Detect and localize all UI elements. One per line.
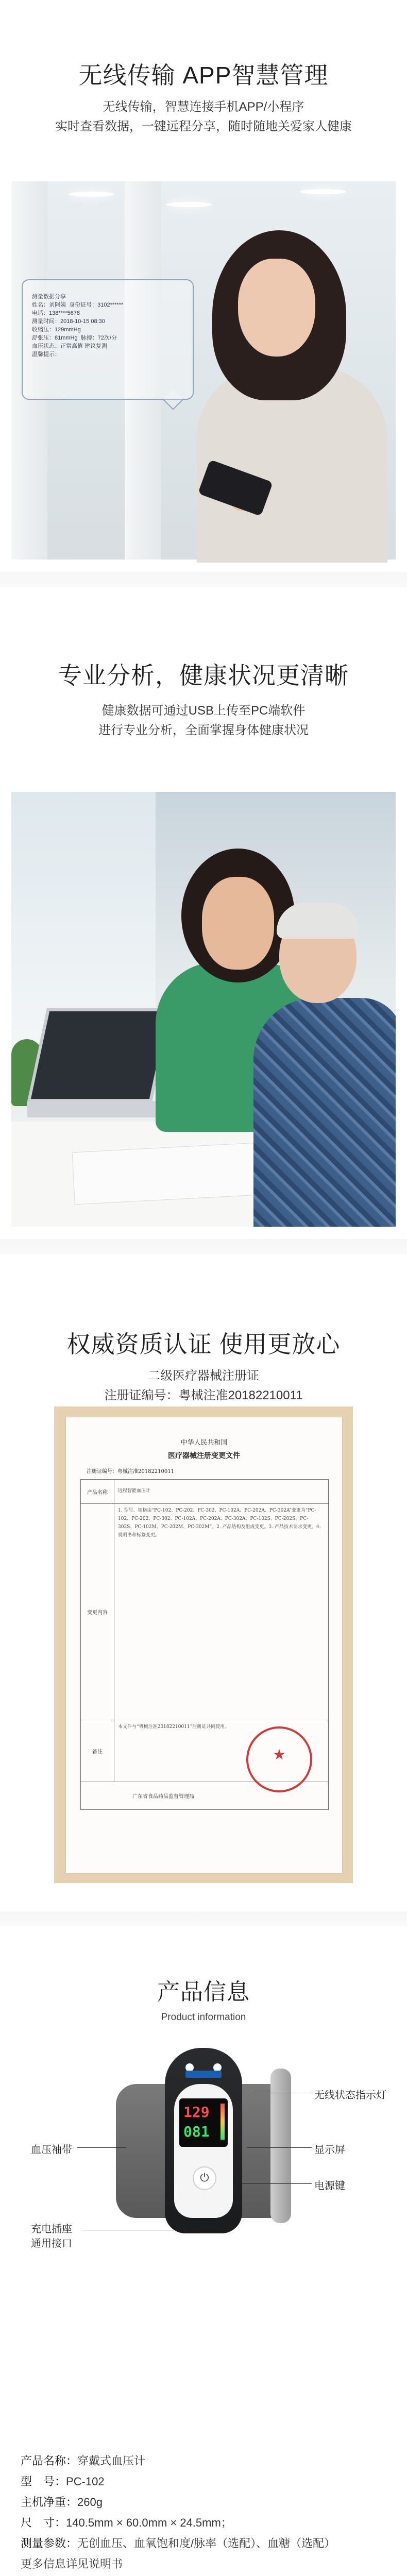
callout-power-key: 电源键: [314, 2180, 345, 2192]
section-analysis: [0, 587, 407, 1255]
bubble-line: 温馨提示：: [32, 351, 60, 358]
section-title: 产品信息: [157, 1979, 250, 2005]
ceiling-lamp: [68, 192, 114, 197]
callout-display: 显示屏: [314, 2144, 345, 2156]
section-wireless: [0, 0, 407, 587]
cert-row: [81, 1480, 328, 1504]
screen-value-top: 129: [183, 2104, 210, 2121]
spec-value: 无创血压、血氧饱和度/脉率（选配）、血糖（选配）: [77, 2537, 336, 2550]
doctor-patient-photo: [11, 792, 396, 1227]
data-share-bubble: [22, 279, 194, 400]
spec-label: 型 号：: [21, 2475, 66, 2488]
section-title: 无线传输 APP智慧管理: [78, 62, 329, 89]
callout-line: [242, 2183, 312, 2184]
cert-row: [81, 1503, 328, 1720]
laptop-screen: [27, 1008, 172, 1102]
spec-value: 260g: [77, 2496, 103, 2509]
bubble-line: 电话：138****5678: [32, 310, 80, 316]
callout-charge-port-line2: 通用接口: [31, 2238, 72, 2249]
callout-charge-port-line1: 充电插座: [31, 2224, 72, 2235]
cert-header: 中华人民共和国: [180, 1439, 228, 1447]
cert-footer: 广东省食品药品监督管理局: [132, 1794, 194, 1800]
cert-label: 产品名称: [81, 1480, 114, 1503]
section-subtitle: Product information: [161, 2012, 246, 2023]
cert-text: 远程智能血压计: [118, 1488, 151, 1494]
callout-cuff: 血压袖带: [31, 2144, 72, 2156]
official-seal: [246, 1726, 312, 1792]
section-subtitle-line2: 进行专业分析，全面掌握身体健康状况: [98, 723, 309, 737]
bubble-line: 姓名：刘阿姨 身份证号：3102******: [32, 302, 124, 308]
bubble-line: 血压状态：正常高值 建议复测: [32, 343, 108, 349]
section-subtitle-line1: 二级医疗器械注册证: [148, 1369, 259, 1383]
cert-header: 医疗器械注册变更文件: [168, 1452, 240, 1460]
spec-label: 测量参数：: [21, 2537, 78, 2550]
bubble-line: 测量时间：2018-10-15 08:30: [32, 318, 105, 325]
callout-status-light: 无线状态指示灯: [314, 2090, 386, 2101]
cert-number: 注册证编号：粤械注准20182210011: [87, 1469, 174, 1475]
bubble-line: 测量数据分享: [32, 294, 66, 300]
device-body: [165, 2048, 242, 2233]
section-title: 权威资质认证 使用更放心: [66, 1331, 341, 1358]
cert-label: 备注: [81, 1720, 114, 1782]
spec-value: 更多信息详见说明书: [21, 2557, 123, 2570]
patient-body: [253, 998, 396, 1227]
bubble-line: 舒张压：81mmHg 脉搏：72次/分: [32, 335, 117, 341]
spec-value: 140.5mm × 60.0mm × 24.5mm；: [66, 2516, 232, 2529]
blood-pressure-device: [116, 2048, 291, 2249]
ceiling-lamp: [166, 202, 212, 207]
woman-phone-photo: [11, 181, 396, 560]
woman-face: [238, 259, 315, 357]
section-product-info: [0, 1927, 407, 2576]
section-title: 专业分析，健康状况更清晰: [58, 662, 349, 689]
display-screen: [179, 2098, 228, 2147]
device-front: [174, 2084, 233, 2218]
doctor-face: [202, 877, 274, 970]
spec-row: [21, 2494, 103, 2510]
cert-text: 本文件与“粤械注准20182210011”注册证共同使用。: [118, 1724, 230, 1730]
certificate-document: [65, 1417, 343, 1874]
level-bar: [221, 2104, 225, 2140]
seal-star-icon: ★: [273, 1747, 286, 1762]
section-subtitle-line1: 无线传输，智慧连接手机APP/小程序: [103, 100, 304, 114]
section-subtitle-line1: 健康数据可通过USB上传至PC端软件: [101, 704, 306, 718]
brand-logo: [185, 2071, 222, 2078]
spec-row: [21, 2555, 123, 2571]
cuff-edge: [270, 2069, 291, 2223]
patient-hair: [277, 903, 359, 939]
spec-row: [21, 2452, 145, 2468]
section-certification: [0, 1255, 407, 1927]
paper-document: [72, 1143, 261, 1205]
spec-row: [21, 2514, 232, 2530]
screen-value-bottom: 081: [183, 2123, 210, 2140]
bubble-line: 收缩压：129mmHg: [32, 327, 81, 333]
spec-value: PC-102: [66, 2475, 105, 2488]
spec-label: 尺 寸：: [21, 2516, 66, 2529]
cert-text: 1. 型号、规格由“PC-102、PC-202、PC-302、PC-102A、PC-202A、PC-302A”变更为“PC-102、PC-202、PC-302、PC-102A、PC-202A、PC-302A、PC-102S、PC-202S、PC-302S、PC-102M、PC-202M、PC-302M”。2. 产品结构及组成变更。3. 产品技术要求变更。4. 说明书和标签变更。: [118, 1508, 321, 1538]
certificate-frame: [54, 1406, 353, 1883]
section-subtitle-line2: 实时查看数据，一键远程分享，随时随地关爱家人健康: [55, 120, 352, 133]
callout-line: [77, 2147, 126, 2148]
spec-row: [21, 2535, 335, 2551]
power-button[interactable]: ⏻: [193, 2166, 216, 2190]
spec-row: [21, 2473, 105, 2489]
callout-line: [247, 2147, 312, 2148]
ceiling-lamp: [300, 189, 346, 194]
section-subtitle-line2: 注册证编号：粤械注准20182210011: [104, 1388, 303, 1402]
cert-label: 变更内容: [81, 1503, 114, 1720]
spec-label: 产品名称：: [21, 2454, 78, 2467]
spec-value: 穿戴式血压计: [77, 2454, 146, 2467]
spec-label: 主机净重：: [21, 2496, 78, 2509]
